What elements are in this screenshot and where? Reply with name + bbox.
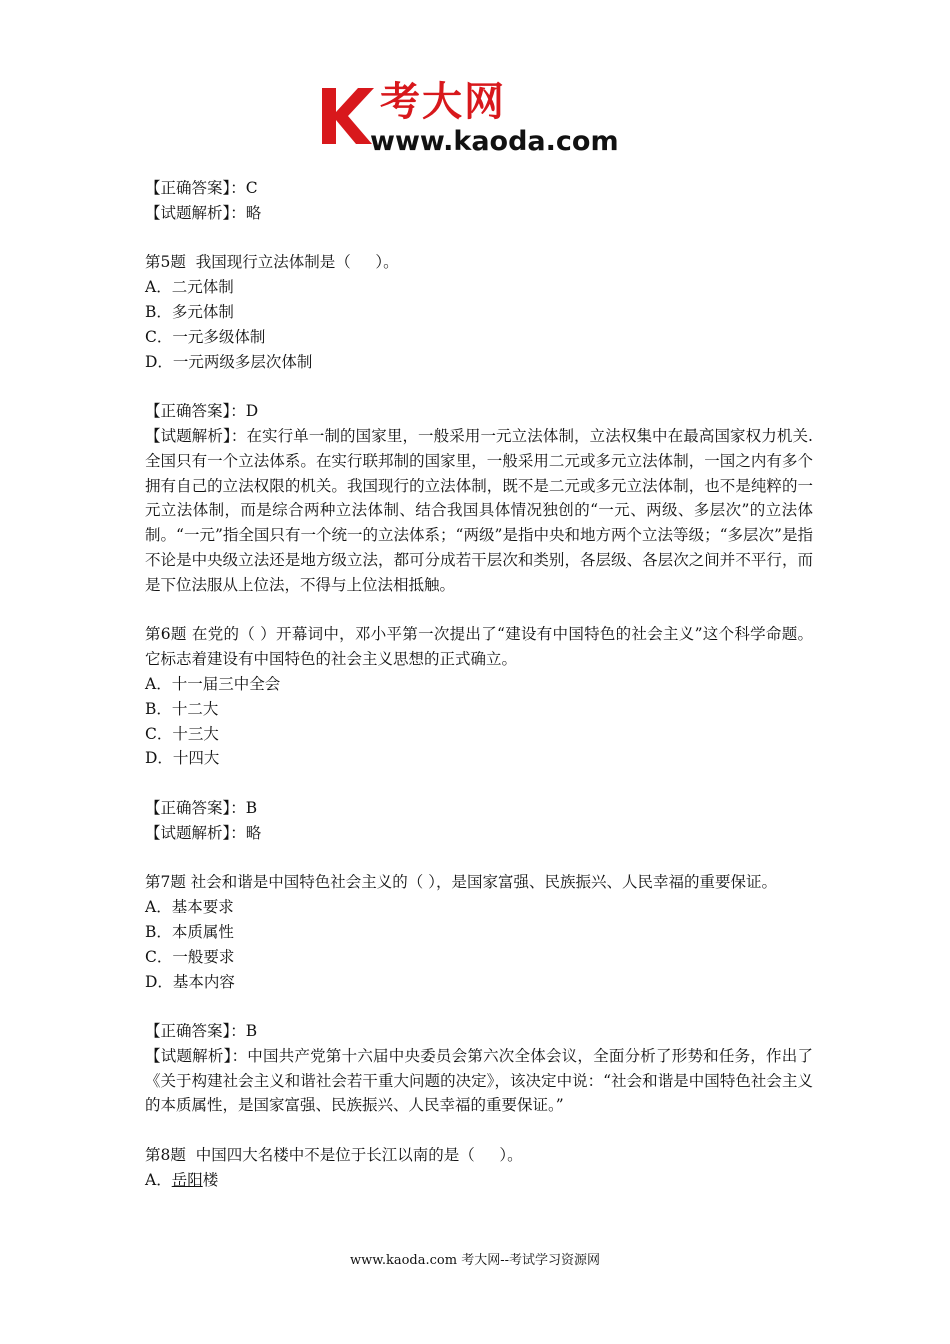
q5-option-d: D．一元两级多层次体制 [145, 352, 313, 371]
q5-analysis-label: 【试题解析】： [145, 426, 247, 445]
q4-answer: 【正确答案】：C [145, 179, 258, 197]
q6-stem: 第6题 在党的（ ）开幕词中，邓小平第一次提出了“建设有中国特色的社会主义”这个科学命题。它标志着建设有中国特色的社会主义思想的正式确立。 [145, 625, 813, 669]
q4-analysis: 【试题解析】：略 [145, 203, 262, 222]
q6-option-d: D．十四大 [145, 749, 220, 768]
q7-option-d: D．基本内容 [145, 972, 235, 991]
q5-analysis-text: 在实行单一制的国家里，一般采用一元立法体制，立法权集中在最高国家权力机关.全国只有一个立法体系。在实行联邦制的国家里，一般采用二元或多元立法体制，一国之内有多个拥有自己的立法权限的机关。我国现行的立法体制，既不是二元或多元立法体制，也不是纯粹的一元立法体制，而是综合两种立法体制、结合我国具体情况独创的“一元、两级、多层次”的立法体制。“一元”指全国只有一个统一的立法体系；“两级”是指中央和地方两个立法等级；“多层次”是指不论是中央级立法还是地方级立法，都可分成若干层次和类别，各层级、各层次之间并不平行，而是下位法服从上位法，不得与上位法相抵触。 [145, 426, 813, 594]
q6-option-c: C．十三大 [145, 724, 219, 743]
q8-option-a [145, 1168, 813, 1193]
q7-option-c: C．一般要求 [145, 947, 235, 966]
q5-stem: 第5题 我国现行立法体制是（ ）。 [145, 253, 399, 272]
q6-option-b: B．十二大 [145, 699, 219, 718]
logo-url: www.kaoda.com [370, 126, 619, 157]
q7-analysis [145, 1044, 813, 1118]
q7-option-a: A．基本要求 [145, 898, 234, 917]
q5-answer: 【正确答案】：D [145, 402, 259, 421]
q6-answer: 【正确答案】：B [145, 798, 258, 817]
q8-option-a-suffix: 楼 [202, 1170, 219, 1189]
q6-option-a: A．十一届三中全会 [145, 674, 281, 693]
q5-option-c: C．一元多级体制 [145, 327, 266, 346]
q7-option-b: B．本质属性 [145, 922, 234, 941]
q7-analysis-text: 中国共产党第十六届中央委员会第六次全体会议，全面分析了形势和任务，作出了《关于构建社会主义和谐社会若干重大问题的决定》，该决定中说：“社会和谐是中国特色社会主义的本质属性，是国家富强、民族振兴、人民幸福的重要保证。” [145, 1046, 813, 1115]
kaoda-logo [318, 78, 638, 160]
q5-option-a: A．二元体制 [145, 278, 234, 297]
logo-brand-cn: 考大网 [380, 79, 506, 125]
q7-analysis-label: 【试题解析】： [145, 1046, 248, 1065]
q5-option-b: B．多元体制 [145, 302, 234, 321]
q7-answer: 【正确答案】：B [145, 1022, 258, 1041]
q8-stem: 第8题 中国四大名楼中不是位于长江以南的是（ ）。 [145, 1146, 523, 1165]
q5-analysis [145, 424, 813, 598]
q6-analysis: 【试题解析】：略 [145, 823, 262, 842]
k-logo-mark [318, 84, 378, 148]
page-footer: www.kaoda.com 考大网--考试学习资源网 [350, 1253, 600, 1268]
q8-option-a-underlined: 岳阳 [171, 1170, 203, 1189]
q8-option-a-prefix: A． [145, 1170, 172, 1189]
exam-content [145, 176, 813, 1193]
q7-stem: 第7题 社会和谐是中国特色社会主义的（ ），是国家富强、民族振兴、人民幸福的重要保证。 [145, 873, 777, 892]
